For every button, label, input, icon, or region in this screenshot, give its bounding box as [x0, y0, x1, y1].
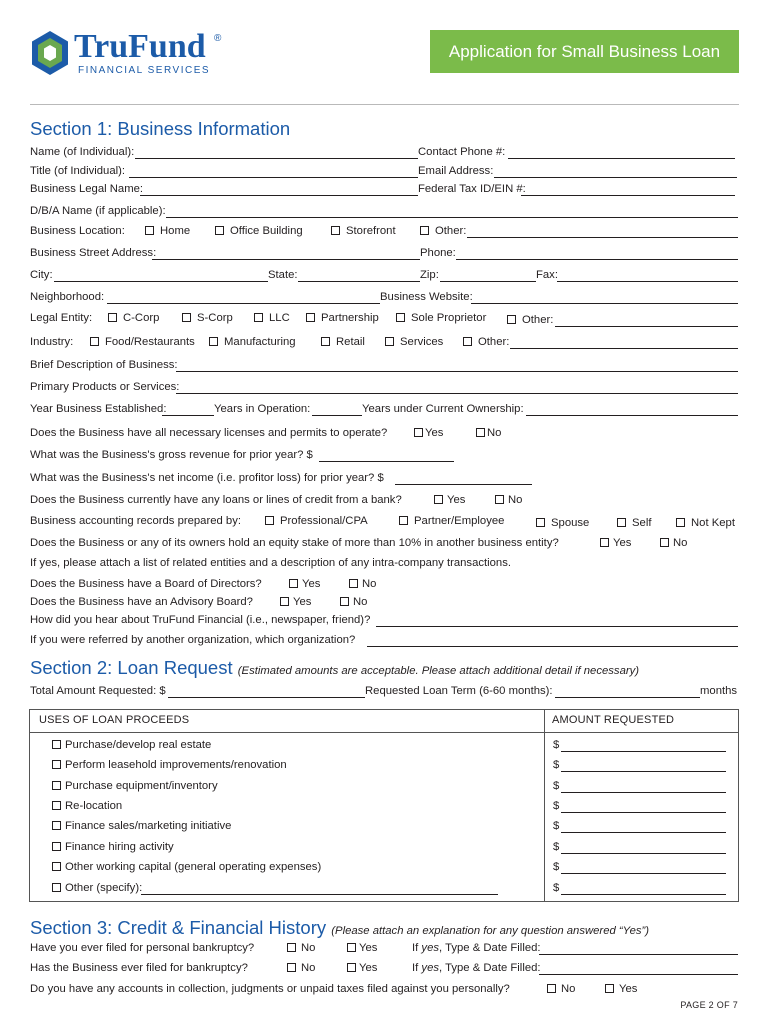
- label-legal-name: Business Legal Name:: [30, 183, 144, 195]
- label-loans-no: No: [508, 494, 523, 506]
- table-row: [30, 860, 738, 875]
- table-row: [30, 819, 738, 834]
- label-dba: D/B/A Name (if applicable):: [30, 205, 166, 217]
- checkbox-office-building[interactable]: [215, 226, 224, 235]
- table-row: [30, 779, 738, 794]
- label-months: months: [700, 685, 738, 697]
- row-city: [30, 268, 738, 283]
- label-title: Title (of Individual):: [30, 165, 126, 177]
- label-licenses-yes: Yes: [425, 427, 444, 439]
- checkbox-licenses-no[interactable]: [476, 428, 485, 437]
- row-licenses: [30, 426, 738, 441]
- state-field[interactable]: [298, 268, 420, 282]
- label-personal-bk-no: No: [301, 942, 316, 954]
- row-collections: [30, 982, 738, 997]
- label-manufacturing: Manufacturing: [224, 336, 296, 348]
- checkbox-industry-other[interactable]: [463, 337, 472, 346]
- label-hear: How did you hear about TruFund Financial (i.e., newspaper, friend)?: [30, 614, 371, 626]
- amount-field[interactable]: [561, 819, 726, 833]
- label-personal-bk-yes: Yes: [359, 942, 378, 954]
- total-field[interactable]: [168, 684, 365, 698]
- table-row: [30, 738, 738, 753]
- label-retail: Retail: [336, 336, 365, 348]
- use-checkbox[interactable]: [52, 801, 61, 810]
- label-records-partner: Partner/Employee: [414, 515, 505, 527]
- label-records-not-kept: Not Kept: [691, 517, 735, 529]
- row-products: [30, 380, 738, 395]
- checkbox-collections-yes[interactable]: [605, 984, 614, 993]
- row-industry: [30, 335, 738, 350]
- section-3-heading: Section 3: Credit & Financial History: [30, 917, 327, 938]
- checkbox-licenses-yes[interactable]: [414, 428, 423, 437]
- label-street: Business Street Address:: [30, 247, 157, 259]
- label-advisory-yes: Yes: [293, 596, 312, 608]
- label-services: Services: [400, 336, 444, 348]
- label-email: Email Address:: [418, 165, 494, 177]
- label-board-no: No: [362, 578, 377, 590]
- amount-field[interactable]: [561, 799, 726, 813]
- label-industry-other: Other:: [478, 336, 510, 348]
- referred-field[interactable]: [367, 633, 738, 647]
- row-total: [30, 684, 738, 699]
- row-dba: [30, 204, 738, 219]
- label-home: Home: [160, 225, 191, 237]
- hexagon-logo-icon: [30, 30, 70, 76]
- legal-name-field[interactable]: [140, 182, 418, 196]
- checkbox-food[interactable]: [90, 337, 99, 346]
- loan-proceeds-table: [29, 709, 739, 902]
- use-label: Re-location: [65, 800, 123, 812]
- label-if-yes: If yes, please attach a list of related entities and a description of any intra-company transactions.: [30, 557, 512, 569]
- use-checkbox[interactable]: [52, 821, 61, 830]
- amount-dollar-sign: $: [553, 861, 560, 873]
- city-field[interactable]: [54, 268, 268, 282]
- checkbox-sole-proprietor[interactable]: [396, 313, 405, 322]
- row-business-bankruptcy: [30, 961, 738, 976]
- label-records-spouse: Spouse: [551, 517, 590, 529]
- table-row: [30, 840, 738, 855]
- table-header-divider: [30, 732, 738, 733]
- label-s-corp: S-Corp: [197, 312, 233, 324]
- label-state: State:: [268, 269, 298, 281]
- row-loans: [30, 493, 738, 508]
- checkbox-records-not-kept[interactable]: [676, 518, 685, 527]
- checkbox-c-corp[interactable]: [108, 313, 117, 322]
- checkbox-advisory-no[interactable]: [340, 597, 349, 606]
- row-years: [30, 402, 738, 417]
- table-row: [30, 799, 738, 814]
- checkbox-s-corp[interactable]: [182, 313, 191, 322]
- hear-field[interactable]: [376, 613, 738, 627]
- amount-dollar-sign: $: [553, 882, 560, 894]
- name-field[interactable]: [135, 145, 418, 159]
- description-field[interactable]: [176, 358, 738, 372]
- logo: [30, 30, 230, 78]
- checkbox-board-yes[interactable]: [289, 579, 298, 588]
- net-field[interactable]: [395, 471, 532, 485]
- row-name: [30, 145, 738, 160]
- use-checkbox[interactable]: [52, 760, 61, 769]
- label-business-bk-no: No: [301, 962, 316, 974]
- label-years-ownership: Years under Current Ownership:: [362, 403, 524, 415]
- checkbox-retail[interactable]: [321, 337, 330, 346]
- personal-bk-type-field[interactable]: [539, 941, 738, 955]
- checkbox-services[interactable]: [385, 337, 394, 346]
- checkbox-board-no[interactable]: [349, 579, 358, 588]
- use-checkbox[interactable]: [52, 740, 61, 749]
- checkbox-home[interactable]: [145, 226, 154, 235]
- amount-dollar-sign: $: [553, 759, 560, 771]
- years-ownership-field[interactable]: [526, 402, 738, 416]
- section-2-heading: Section 2: Loan Request: [30, 657, 233, 678]
- gross-field[interactable]: [319, 448, 454, 462]
- use-checkbox[interactable]: [52, 842, 61, 851]
- row-referred: [30, 633, 738, 648]
- use-checkbox[interactable]: [52, 862, 61, 871]
- checkbox-equity-no[interactable]: [660, 538, 669, 547]
- column-amount: AMOUNT REQUESTED: [552, 714, 675, 726]
- label-business-bk-yes: Yes: [359, 962, 378, 974]
- row-location: [30, 224, 738, 239]
- row-gross: [30, 448, 738, 463]
- label-neighborhood: Neighborhood:: [30, 291, 105, 303]
- amount-dollar-sign: $: [553, 780, 560, 792]
- row-title: [30, 164, 738, 179]
- amount-dollar-sign: $: [553, 739, 560, 751]
- checkbox-partnership[interactable]: [306, 313, 315, 322]
- section-3-title: [30, 917, 649, 939]
- label-tax-id: Federal Tax ID/EIN #:: [418, 183, 526, 195]
- label-total: Total Amount Requested: $: [30, 685, 166, 697]
- label-loans: Does the Business currently have any loans or lines of credit from a bank?: [30, 494, 402, 506]
- page-number: PAGE 2 OF 7: [680, 1000, 738, 1010]
- row-street: [30, 246, 738, 261]
- checkbox-records-partner[interactable]: [399, 516, 408, 525]
- column-uses: USES OF LOAN PROCEEDS: [39, 714, 190, 726]
- label-collections-yes: Yes: [619, 983, 638, 995]
- phone-field[interactable]: [456, 246, 738, 260]
- label-description: Brief Description of Business:: [30, 359, 178, 371]
- checkbox-loans-no[interactable]: [495, 495, 504, 504]
- checkbox-business-bk-no[interactable]: [287, 963, 296, 972]
- amount-field[interactable]: [561, 860, 726, 874]
- amount-dollar-sign: $: [553, 820, 560, 832]
- amount-field[interactable]: [561, 840, 726, 854]
- label-licenses-no: No: [487, 427, 502, 439]
- checkbox-records-spouse[interactable]: [536, 518, 545, 527]
- row-hear: [30, 613, 738, 628]
- row-entity: [30, 311, 738, 326]
- row-neighborhood: [30, 290, 738, 305]
- label-fax: Fax:: [536, 269, 558, 281]
- label-board: Does the Business have a Board of Directors?: [30, 578, 262, 590]
- row-if-yes: [30, 556, 738, 571]
- amount-dollar-sign: $: [553, 800, 560, 812]
- label-year-established: Year Business Established:: [30, 403, 167, 415]
- checkbox-personal-bk-no[interactable]: [287, 943, 296, 952]
- header-divider: [30, 104, 739, 105]
- checkbox-llc[interactable]: [254, 313, 263, 322]
- checkbox-entity-other[interactable]: [507, 315, 516, 324]
- amount-dollar-sign: $: [553, 841, 560, 853]
- label-personal-bankruptcy: Have you ever filed for personal bankruptcy?: [30, 942, 255, 954]
- title-field[interactable]: [129, 164, 418, 178]
- label-food: Food/Restaurants: [105, 336, 195, 348]
- label-business-bk-type: If yes, Type & Date Filled:: [412, 962, 541, 974]
- row-advisory: [30, 595, 738, 610]
- label-advisory: Does the Business have an Advisory Board?: [30, 596, 253, 608]
- dba-field[interactable]: [166, 204, 738, 218]
- street-field[interactable]: [152, 246, 420, 260]
- label-collections: Do you have any accounts in collection, judgments or unpaid taxes filed against you personally?: [30, 983, 510, 995]
- year-established-field[interactable]: [162, 402, 214, 416]
- label-term: Requested Loan Term (6-60 months):: [365, 685, 553, 697]
- brand-subtitle: FINANCIAL SERVICES: [78, 65, 211, 76]
- amount-field[interactable]: [561, 738, 726, 752]
- label-storefront: Storefront: [346, 225, 396, 237]
- label-board-yes: Yes: [302, 578, 321, 590]
- checkbox-loans-yes[interactable]: [434, 495, 443, 504]
- label-office-building: Office Building: [230, 225, 303, 237]
- label-licenses: Does the Business have all necessary licenses and permits to operate?: [30, 427, 388, 439]
- label-personal-bk-type: If yes, Type & Date Filled:: [412, 942, 541, 954]
- registered-mark: ®: [214, 33, 222, 44]
- checkbox-business-bk-yes[interactable]: [347, 963, 356, 972]
- zip-field[interactable]: [440, 268, 536, 282]
- industry-other-field[interactable]: [510, 335, 738, 349]
- brand-name: TruFund: [74, 28, 206, 65]
- label-records: Business accounting records prepared by:: [30, 515, 241, 527]
- checkbox-records-self[interactable]: [617, 518, 626, 527]
- section-1-title: Section 1: Business Information: [30, 118, 291, 139]
- label-records-self: Self: [632, 517, 652, 529]
- label-products: Primary Products or Services:: [30, 381, 180, 393]
- table-row: [30, 881, 738, 896]
- entity-other-field[interactable]: [555, 313, 738, 327]
- label-partnership: Partnership: [321, 312, 379, 324]
- row-net: [30, 471, 738, 486]
- label-phone: Phone:: [420, 247, 456, 259]
- label-advisory-no: No: [353, 596, 368, 608]
- use-checkbox[interactable]: [52, 781, 61, 790]
- location-other-field[interactable]: [467, 224, 738, 238]
- label-zip: Zip:: [420, 269, 439, 281]
- row-equity: [30, 536, 738, 551]
- amount-field[interactable]: [561, 758, 726, 772]
- row-legal-name: [30, 182, 738, 197]
- label-website: Business Website:: [380, 291, 473, 303]
- years-operation-field[interactable]: [312, 402, 362, 416]
- tax-id-field[interactable]: [521, 182, 735, 196]
- label-gross: What was the Business's gross revenue for prior year? $: [30, 449, 313, 461]
- label-c-corp: C-Corp: [123, 312, 160, 324]
- label-llc: LLC: [269, 312, 290, 324]
- label-loans-yes: Yes: [447, 494, 466, 506]
- label-business-bankruptcy: Has the Business ever filed for bankruptcy?: [30, 962, 248, 974]
- fax-field[interactable]: [557, 268, 738, 282]
- use-label: Other (specify):: [65, 882, 143, 894]
- label-records-cpa: Professional/CPA: [280, 515, 368, 527]
- label-entity: Legal Entity:: [30, 312, 93, 324]
- use-label: Purchase equipment/inventory: [65, 780, 218, 792]
- business-bk-type-field[interactable]: [539, 961, 738, 975]
- checkbox-records-cpa[interactable]: [265, 516, 274, 525]
- term-field[interactable]: [555, 684, 700, 698]
- row-personal-bankruptcy: [30, 941, 738, 956]
- email-field[interactable]: [494, 164, 737, 178]
- contact-phone-field[interactable]: [508, 145, 735, 159]
- label-location: Business Location:: [30, 225, 125, 237]
- row-records: [30, 514, 738, 529]
- label-contact-phone: Contact Phone #:: [418, 146, 506, 158]
- checkbox-equity-yes[interactable]: [600, 538, 609, 547]
- label-sole-proprietor: Sole Proprietor: [411, 312, 487, 324]
- checkbox-location-other[interactable]: [420, 226, 429, 235]
- label-equity: Does the Business or any of its owners hold an equity stake of more than 10% in another business entity?: [30, 537, 559, 549]
- section-2-note: (Estimated amounts are acceptable. Please attach additional detail if necessary): [237, 665, 640, 677]
- products-field[interactable]: [176, 380, 738, 394]
- neighborhood-field[interactable]: [107, 290, 380, 304]
- label-equity-yes: Yes: [613, 537, 632, 549]
- amount-field[interactable]: [561, 779, 726, 793]
- checkbox-manufacturing[interactable]: [209, 337, 218, 346]
- use-label: Other working capital (general operating expenses): [65, 861, 322, 873]
- label-referred: If you were referred by another organization, which organization?: [30, 634, 356, 646]
- checkbox-storefront[interactable]: [331, 226, 340, 235]
- label-name: Name (of Individual):: [30, 146, 135, 158]
- checkbox-personal-bk-yes[interactable]: [347, 943, 356, 952]
- label-location-other: Other:: [435, 225, 467, 237]
- row-board: [30, 577, 738, 592]
- use-checkbox[interactable]: [52, 883, 61, 892]
- use-label: Finance hiring activity: [65, 841, 174, 853]
- use-label: Finance sales/marketing initiative: [65, 820, 232, 832]
- label-entity-other: Other:: [522, 314, 554, 326]
- other-specify-field[interactable]: [141, 881, 498, 895]
- label-years-operation: Years in Operation:: [214, 403, 311, 415]
- checkbox-collections-no[interactable]: [547, 984, 556, 993]
- section-3-note: (Please attach an explanation for any question answered “Yes”): [331, 925, 650, 937]
- label-collections-no: No: [561, 983, 576, 995]
- label-net: What was the Business's net income (i.e. profitor loss) for prior year? $: [30, 472, 384, 484]
- use-label: Perform leasehold improvements/renovation: [65, 759, 287, 771]
- checkbox-advisory-yes[interactable]: [280, 597, 289, 606]
- website-field[interactable]: [471, 290, 738, 304]
- section-2-title: [30, 657, 639, 679]
- label-industry: Industry:: [30, 336, 74, 348]
- amount-field[interactable]: [561, 881, 726, 895]
- use-label: Purchase/develop real estate: [65, 739, 212, 751]
- label-equity-no: No: [673, 537, 688, 549]
- document-title: Application for Small Business Loan: [430, 30, 739, 73]
- row-description: [30, 358, 738, 373]
- label-city: City:: [30, 269, 53, 281]
- table-row: [30, 758, 738, 773]
